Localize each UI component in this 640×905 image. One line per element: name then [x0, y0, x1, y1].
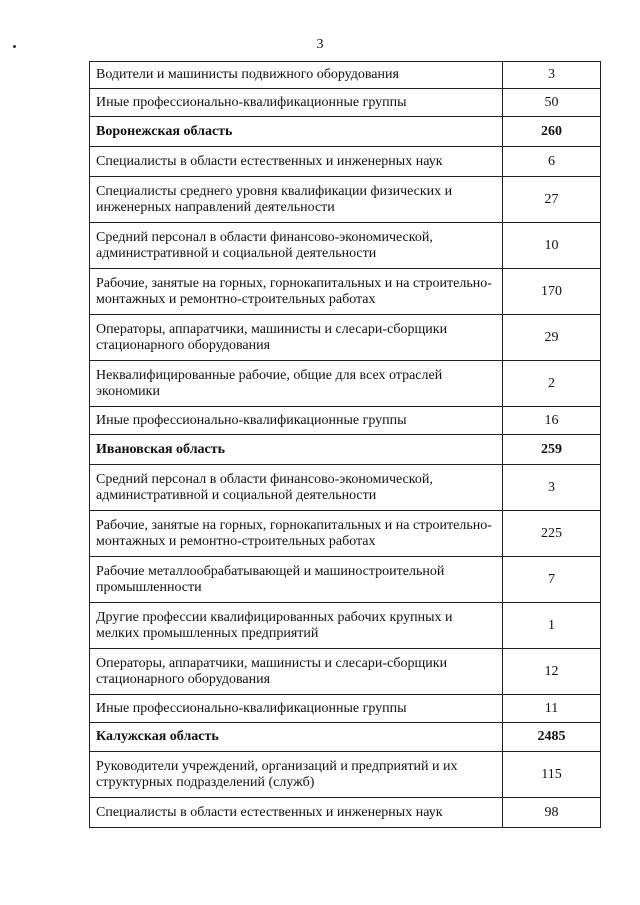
region-row: [90, 435, 601, 465]
occupation-count: 7: [503, 557, 601, 603]
table-row: [90, 147, 601, 177]
occupation-name: Специалисты в области естественных и инженерных наук: [90, 798, 503, 828]
occupation-count: 16: [503, 407, 601, 435]
occupation-count: 27: [503, 177, 601, 223]
region-name: Ивановская область: [90, 435, 503, 465]
occupation-name: Иные профессионально-квалификационные группы: [90, 695, 503, 723]
occupation-count: 29: [503, 315, 601, 361]
region-row: [90, 723, 601, 752]
occupation-name: Рабочие металлообрабатывающей и машиностроительной промышленности: [90, 557, 503, 603]
table-row: [90, 89, 601, 117]
region-total: 259: [503, 435, 601, 465]
occupation-count: 11: [503, 695, 601, 723]
occupation-count: 115: [503, 752, 601, 798]
region-total: 260: [503, 117, 601, 147]
table-row: [90, 465, 601, 511]
occupation-name: Специалисты в области естественных и инженерных наук: [90, 147, 503, 177]
occupation-name: Иные профессионально-квалификационные группы: [90, 89, 503, 117]
occupation-name: Операторы, аппаратчики, машинисты и слесари-сборщики стационарного оборудования: [90, 315, 503, 361]
page-number: 3: [316, 37, 324, 52]
table-row: [90, 177, 601, 223]
table-row: [90, 649, 601, 695]
occupation-name: Иные профессионально-квалификационные группы: [90, 407, 503, 435]
table-row: [90, 557, 601, 603]
occupation-name: Водители и машинисты подвижного оборудования: [90, 62, 503, 89]
region-total: 2485: [503, 723, 601, 752]
occupation-name: Неквалифицированные рабочие, общие для всех отраслей экономики: [90, 361, 503, 407]
table-row: [90, 603, 601, 649]
region-row: [90, 117, 601, 147]
occupation-name: Операторы, аппаратчики, машинисты и слесари-сборщики стационарного оборудования: [90, 649, 503, 695]
occupation-name: Другие профессии квалифицированных рабочих крупных и мелких промышленных предприятий: [90, 603, 503, 649]
occupation-count: 6: [503, 147, 601, 177]
occupation-count: 3: [503, 465, 601, 511]
table-row: [90, 361, 601, 407]
occupation-name: Рабочие, занятые на горных, горнокапитальных и на строительно-монтажных и ремонтно-строительных работах: [90, 269, 503, 315]
occupation-count: 2: [503, 361, 601, 407]
occupation-count: 3: [503, 62, 601, 89]
table-row: [90, 269, 601, 315]
occupation-count: 50: [503, 89, 601, 117]
region-name: Воронежская область: [90, 117, 503, 147]
occupation-count: 98: [503, 798, 601, 828]
occupation-count: 1: [503, 603, 601, 649]
occupation-count: 225: [503, 511, 601, 557]
table-row: [90, 798, 601, 828]
occupation-count: 12: [503, 649, 601, 695]
region-name: Калужская область: [90, 723, 503, 752]
table-row: [90, 62, 601, 89]
table-row: [90, 407, 601, 435]
occupation-name: Руководители учреждений, организаций и предприятий и их структурных подразделений (служб): [90, 752, 503, 798]
occupation-count: 10: [503, 223, 601, 269]
occupation-name: Рабочие, занятые на горных, горнокапитальных и на строительно-монтажных и ремонтно-строительных работах: [90, 511, 503, 557]
occupation-name: Средний персонал в области финансово-экономической, административной и социальной деятельности: [90, 223, 503, 269]
table-row: [90, 315, 601, 361]
table-row: [90, 511, 601, 557]
table-body: [90, 62, 601, 828]
occupation-name: Специалисты среднего уровня квалификации физических и инженерных направлений деятельности: [90, 177, 503, 223]
table-row: [90, 223, 601, 269]
occupation-count: 170: [503, 269, 601, 315]
table-row: [90, 695, 601, 723]
table-row: [90, 752, 601, 798]
occupation-name: Средний персонал в области финансово-экономической, административной и социальной деятельности: [90, 465, 503, 511]
occupation-table: [89, 61, 601, 828]
